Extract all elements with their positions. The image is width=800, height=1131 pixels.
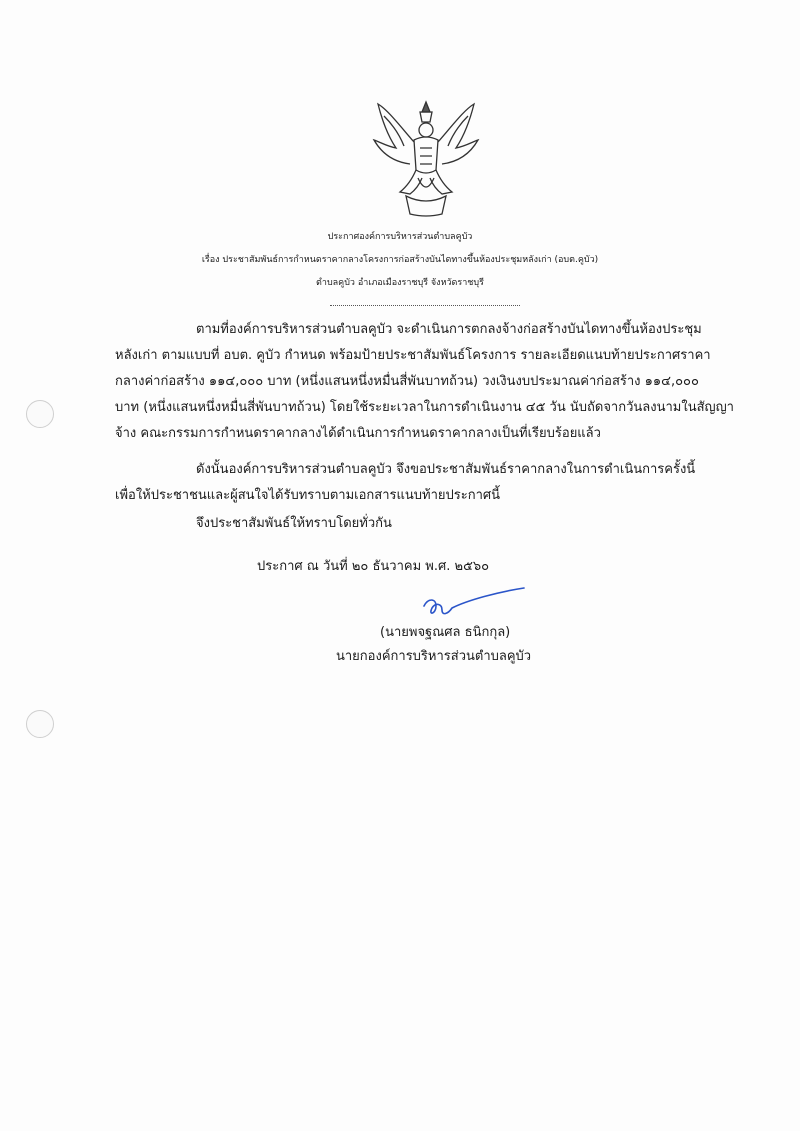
announcement-date: ประกาศ ณ วันที่ ๒๐ ธันวาคม พ.ศ. ๒๕๖๐ <box>257 559 490 574</box>
announcement-location: ตำบลคูบัว อำเภอเมืองราชบุรี จังหวัดราชบุรี <box>316 278 484 288</box>
punch-hole-top <box>26 400 54 428</box>
garuda-emblem <box>370 96 482 220</box>
signature <box>418 586 528 622</box>
announcement-subject: เรื่อง ประชาสัมพันธ์การกำหนดราคากลางโครงการก่อสร้างบันไดทางขึ้นห้องประชุมหลังเก่า (อบต.คูบัว) <box>201 255 599 265</box>
paragraph-line: เพื่อให้ประชาชนและผู้สนใจได้รับทราบตามเอกสารแนบท้ายประกาศนี้ <box>115 488 501 503</box>
paragraph-line: ดังนั้นองค์การบริหารส่วนตำบลคูบัว จึงขอประชาสัมพันธ์ราคากลางในการดำเนินการครั้งนี้ <box>196 462 696 477</box>
paragraph-line: บาท (หนึ่งแสนหนึ่งหมื่นสี่พันบาทถ้วน) โดยใช้ระยะเวลาในการดำเนินงาน ๔๕ วัน นับถัดจากวันลงนามในสัญญา <box>115 400 734 415</box>
signer-position: นายกองค์การบริหารส่วนตำบลคูบัว <box>336 649 532 664</box>
signer-name: (นายพจฐณศล ธนิกกุล) <box>380 625 511 640</box>
paragraph-line: หลังเก่า ตามแบบที่ อบต. คูบัว กำหนด พร้อมป้ายประชาสัมพันธ์โครงการ รายละเอียดแนบท้ายประกาศราคา <box>115 348 711 363</box>
paragraph-line: กลางค่าก่อสร้าง ๑๑๔,๐๐๐ บาท (หนึ่งแสนหนึ่งหมื่นสี่พันบาทถ้วน) วงเงินงบประมาณค่าก่อสร้าง ๑๑๔,๐๐๐ <box>115 374 699 389</box>
divider <box>330 305 520 306</box>
paragraph-line: ตามที่องค์การบริหารส่วนตำบลคูบัว จะดำเนินการตกลงจ้างก่อสร้างบันไดทางขึ้นห้องประชุม <box>196 322 702 337</box>
paragraph-line: จ้าง คณะกรรมการกำหนดราคากลางได้ดำเนินการกำหนดราคากลางเป็นที่เรียบร้อยแล้ว <box>115 426 601 441</box>
announcement-title: ประกาศองค์การบริหารส่วนตำบลคูบัว <box>327 232 473 242</box>
closing-statement: จึงประชาสัมพันธ์ให้ทราบโดยทั่วกัน <box>196 516 392 531</box>
punch-hole-bottom <box>26 710 54 738</box>
